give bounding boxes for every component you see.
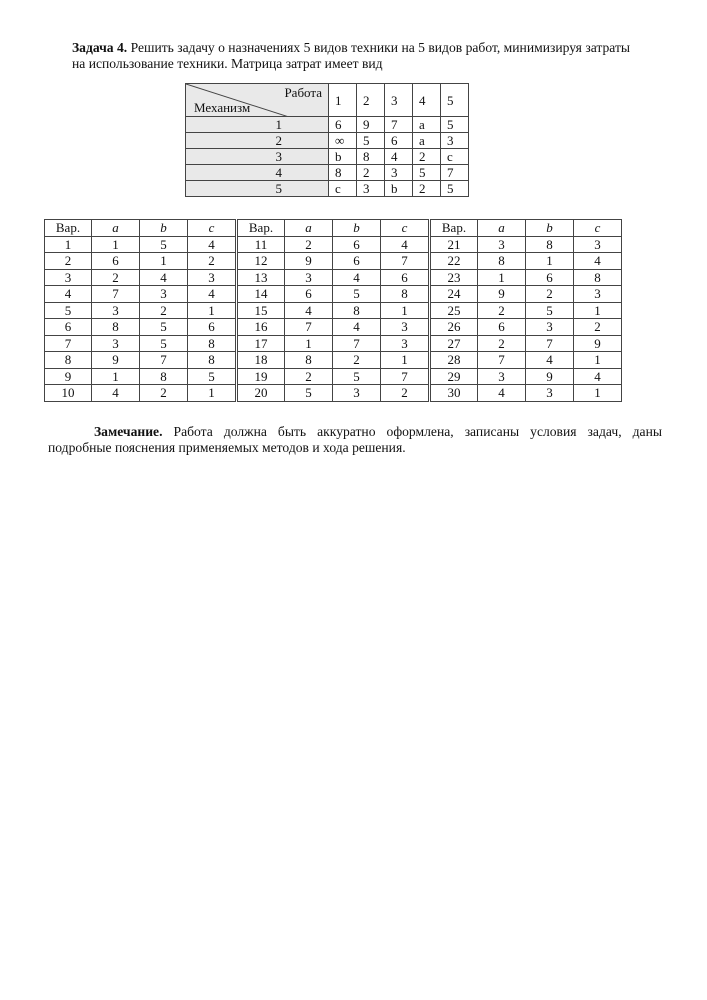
matrix-cell: 9 — [357, 117, 385, 133]
variants-row — [45, 253, 622, 270]
matrix-col-header: 4 — [413, 84, 441, 117]
variant-param-cell: 1 — [381, 302, 430, 319]
variant-number-cell: 7 — [45, 335, 92, 352]
variant-param-cell: 4 — [526, 352, 574, 369]
variant-number-cell: 14 — [237, 286, 285, 303]
variants-header-cell: Вар. — [237, 220, 285, 237]
variant-number-cell: 19 — [237, 368, 285, 385]
variant-param-cell: 6 — [92, 253, 140, 270]
matrix-cell: 8 — [329, 165, 357, 181]
variant-param-cell: 3 — [574, 236, 622, 253]
variant-number-cell: 22 — [430, 253, 478, 270]
variant-param-cell: 5 — [526, 302, 574, 319]
variant-param-cell: 1 — [381, 352, 430, 369]
cost-matrix-table — [185, 83, 469, 197]
variants-header-cell: a — [478, 220, 526, 237]
matrix-cell: b — [329, 149, 357, 165]
variant-param-cell: 3 — [140, 286, 188, 303]
variant-param-cell: 6 — [285, 286, 333, 303]
variant-param-cell: 5 — [140, 319, 188, 336]
matrix-cell: 5 — [357, 133, 385, 149]
matrix-cell: a — [413, 133, 441, 149]
variants-row — [45, 269, 622, 286]
matrix-row — [186, 149, 469, 165]
variant-param-cell: 9 — [526, 368, 574, 385]
note-title: Замечание. — [94, 424, 163, 439]
variant-number-cell: 23 — [430, 269, 478, 286]
matrix-row-label: 1 — [186, 117, 329, 133]
variant-param-cell: 2 — [478, 302, 526, 319]
task-text-line2: на использование техники. Матрица затрат имеет вид — [72, 55, 383, 71]
variant-param-cell: 8 — [574, 269, 622, 286]
matrix-cell: 5 — [441, 181, 469, 197]
variant-param-cell: 3 — [526, 319, 574, 336]
variant-number-cell: 18 — [237, 352, 285, 369]
variant-param-cell: 8 — [333, 302, 381, 319]
variant-number-cell: 30 — [430, 385, 478, 402]
variants-header-cell: b — [333, 220, 381, 237]
matrix-row-label: 2 — [186, 133, 329, 149]
variant-number-cell: 3 — [45, 269, 92, 286]
variant-param-cell: 3 — [188, 269, 237, 286]
variants-header-cell: a — [285, 220, 333, 237]
matrix-row — [186, 117, 469, 133]
matrix-cell: 2 — [413, 181, 441, 197]
variants-header-cell: Вар. — [430, 220, 478, 237]
variant-param-cell: 5 — [285, 385, 333, 402]
variant-param-cell: 2 — [285, 368, 333, 385]
note-text-line2: подробные пояснения применяемых методов и хода решения. — [48, 440, 406, 455]
variant-number-cell: 12 — [237, 253, 285, 270]
matrix-cell: 3 — [441, 133, 469, 149]
variants-header-cell: b — [140, 220, 188, 237]
matrix-cell: 7 — [385, 117, 413, 133]
variant-param-cell: 8 — [526, 236, 574, 253]
matrix-row-label: 3 — [186, 149, 329, 165]
variant-param-cell: 2 — [285, 236, 333, 253]
variant-param-cell: 1 — [574, 385, 622, 402]
variants-row — [45, 319, 622, 336]
matrix-cell: 6 — [329, 117, 357, 133]
matrix-col-header: 1 — [329, 84, 357, 117]
variant-param-cell: 2 — [140, 385, 188, 402]
matrix-cell: 5 — [441, 117, 469, 133]
matrix-cell: 5 — [413, 165, 441, 181]
matrix-cell: 8 — [357, 149, 385, 165]
variant-param-cell: 1 — [285, 335, 333, 352]
variant-param-cell: 8 — [92, 319, 140, 336]
variant-param-cell: 3 — [92, 335, 140, 352]
variant-param-cell: 2 — [574, 319, 622, 336]
variant-number-cell: 15 — [237, 302, 285, 319]
variant-param-cell: 1 — [526, 253, 574, 270]
variant-param-cell: 9 — [92, 352, 140, 369]
variant-param-cell: 5 — [333, 368, 381, 385]
variant-param-cell: 8 — [140, 368, 188, 385]
variants-row — [45, 286, 622, 303]
variant-param-cell: 9 — [478, 286, 526, 303]
matrix-cell: 7 — [441, 165, 469, 181]
variant-param-cell: 6 — [381, 269, 430, 286]
variant-param-cell: 6 — [478, 319, 526, 336]
variant-param-cell: 3 — [92, 302, 140, 319]
variant-number-cell: 16 — [237, 319, 285, 336]
variant-param-cell: 7 — [92, 286, 140, 303]
variant-param-cell: 8 — [285, 352, 333, 369]
variant-number-cell: 27 — [430, 335, 478, 352]
variant-param-cell: 2 — [526, 286, 574, 303]
variant-param-cell: 2 — [188, 253, 237, 270]
note-paragraph — [48, 424, 662, 456]
matrix-col-header-label: Работа — [284, 85, 322, 100]
matrix-header-row — [186, 84, 469, 117]
variant-number-cell: 4 — [45, 286, 92, 303]
variant-param-cell: 4 — [574, 368, 622, 385]
variant-param-cell: 7 — [526, 335, 574, 352]
variant-param-cell: 5 — [140, 335, 188, 352]
variant-param-cell: 3 — [285, 269, 333, 286]
variant-param-cell: 7 — [333, 335, 381, 352]
variant-param-cell: 3 — [574, 286, 622, 303]
matrix-row — [186, 165, 469, 181]
variant-param-cell: 2 — [92, 269, 140, 286]
variants-row — [45, 302, 622, 319]
variant-param-cell: 7 — [285, 319, 333, 336]
variant-param-cell: 9 — [574, 335, 622, 352]
variant-param-cell: 7 — [381, 253, 430, 270]
note-text-line1: Работа должна быть аккуратно оформлена, записаны условия задач, даны — [173, 424, 662, 439]
matrix-cell: 2 — [413, 149, 441, 165]
variant-param-cell: 3 — [333, 385, 381, 402]
matrix-cell: c — [329, 181, 357, 197]
variant-param-cell: 1 — [92, 368, 140, 385]
variants-table — [44, 219, 622, 402]
variant-param-cell: 4 — [574, 253, 622, 270]
variant-param-cell: 4 — [478, 385, 526, 402]
task-statement — [72, 40, 662, 71]
variant-param-cell: 2 — [381, 385, 430, 402]
variant-param-cell: 4 — [285, 302, 333, 319]
variant-param-cell: 1 — [188, 302, 237, 319]
variants-header-cell: a — [92, 220, 140, 237]
variant-number-cell: 13 — [237, 269, 285, 286]
variants-row — [45, 335, 622, 352]
variant-param-cell: 2 — [333, 352, 381, 369]
variant-number-cell: 1 — [45, 236, 92, 253]
variants-header-cell: b — [526, 220, 574, 237]
variant-param-cell: 1 — [188, 385, 237, 402]
variant-param-cell: 1 — [140, 253, 188, 270]
variants-row — [45, 368, 622, 385]
variant-param-cell: 4 — [333, 269, 381, 286]
variant-number-cell: 8 — [45, 352, 92, 369]
matrix-row-label: 4 — [186, 165, 329, 181]
variant-number-cell: 5 — [45, 302, 92, 319]
variant-param-cell: 4 — [333, 319, 381, 336]
matrix-cell: 3 — [357, 181, 385, 197]
matrix-cell: c — [441, 149, 469, 165]
matrix-row — [186, 133, 469, 149]
variant-number-cell: 10 — [45, 385, 92, 402]
matrix-cell: a — [413, 117, 441, 133]
variant-param-cell: 3 — [526, 385, 574, 402]
variants-row — [45, 236, 622, 253]
variants-row — [45, 385, 622, 402]
variant-param-cell: 3 — [478, 236, 526, 253]
variant-number-cell: 6 — [45, 319, 92, 336]
variant-number-cell: 17 — [237, 335, 285, 352]
variant-param-cell: 3 — [381, 319, 430, 336]
task-title: Задача 4. — [72, 40, 128, 55]
matrix-col-header: 3 — [385, 84, 413, 117]
variant-param-cell: 4 — [381, 236, 430, 253]
variant-param-cell: 7 — [140, 352, 188, 369]
variant-param-cell: 8 — [188, 335, 237, 352]
variant-param-cell: 1 — [92, 236, 140, 253]
variant-number-cell: 29 — [430, 368, 478, 385]
variant-param-cell: 5 — [333, 286, 381, 303]
variants-row — [45, 352, 622, 369]
variant-param-cell: 8 — [188, 352, 237, 369]
variant-param-cell: 3 — [381, 335, 430, 352]
variant-number-cell: 21 — [430, 236, 478, 253]
variant-param-cell: 2 — [478, 335, 526, 352]
variant-param-cell: 9 — [285, 253, 333, 270]
task-text-line1: Решить задачу о назначениях 5 видов техники на 5 видов работ, минимизируя затраты — [130, 40, 631, 55]
variant-param-cell: 4 — [188, 286, 237, 303]
variant-param-cell: 4 — [140, 269, 188, 286]
variant-number-cell: 2 — [45, 253, 92, 270]
variant-param-cell: 7 — [381, 368, 430, 385]
matrix-cell: b — [385, 181, 413, 197]
variant-param-cell: 8 — [478, 253, 526, 270]
variant-param-cell: 6 — [188, 319, 237, 336]
variant-number-cell: 9 — [45, 368, 92, 385]
variant-param-cell: 8 — [381, 286, 430, 303]
matrix-row-header-label: Механизм — [194, 100, 251, 115]
matrix-cell: 4 — [385, 149, 413, 165]
variant-param-cell: 4 — [92, 385, 140, 402]
variant-param-cell: 4 — [188, 236, 237, 253]
matrix-col-header: 5 — [441, 84, 469, 117]
variant-param-cell: 1 — [574, 302, 622, 319]
variant-param-cell: 3 — [478, 368, 526, 385]
variant-param-cell: 5 — [188, 368, 237, 385]
variant-number-cell: 26 — [430, 319, 478, 336]
variant-param-cell: 6 — [333, 236, 381, 253]
matrix-cell: ∞ — [329, 133, 357, 149]
matrix-row — [186, 181, 469, 197]
variants-header-cell: c — [188, 220, 237, 237]
variants-header-row — [45, 220, 622, 237]
matrix-cell: 6 — [385, 133, 413, 149]
variant-number-cell: 28 — [430, 352, 478, 369]
variant-number-cell: 20 — [237, 385, 285, 402]
variant-param-cell: 1 — [574, 352, 622, 369]
variant-number-cell: 25 — [430, 302, 478, 319]
variants-header-cell: Вар. — [45, 220, 92, 237]
variant-param-cell: 2 — [140, 302, 188, 319]
variants-header-cell: c — [574, 220, 622, 237]
variant-param-cell: 6 — [333, 253, 381, 270]
variant-number-cell: 11 — [237, 236, 285, 253]
matrix-cell: 2 — [357, 165, 385, 181]
variant-param-cell: 1 — [478, 269, 526, 286]
variants-header-cell: c — [381, 220, 430, 237]
variant-param-cell: 6 — [526, 269, 574, 286]
matrix-diagonal-header-cell — [186, 84, 329, 117]
variant-param-cell: 5 — [140, 236, 188, 253]
matrix-col-header: 2 — [357, 84, 385, 117]
matrix-row-label: 5 — [186, 181, 329, 197]
variant-param-cell: 7 — [478, 352, 526, 369]
matrix-cell: 3 — [385, 165, 413, 181]
variant-number-cell: 24 — [430, 286, 478, 303]
